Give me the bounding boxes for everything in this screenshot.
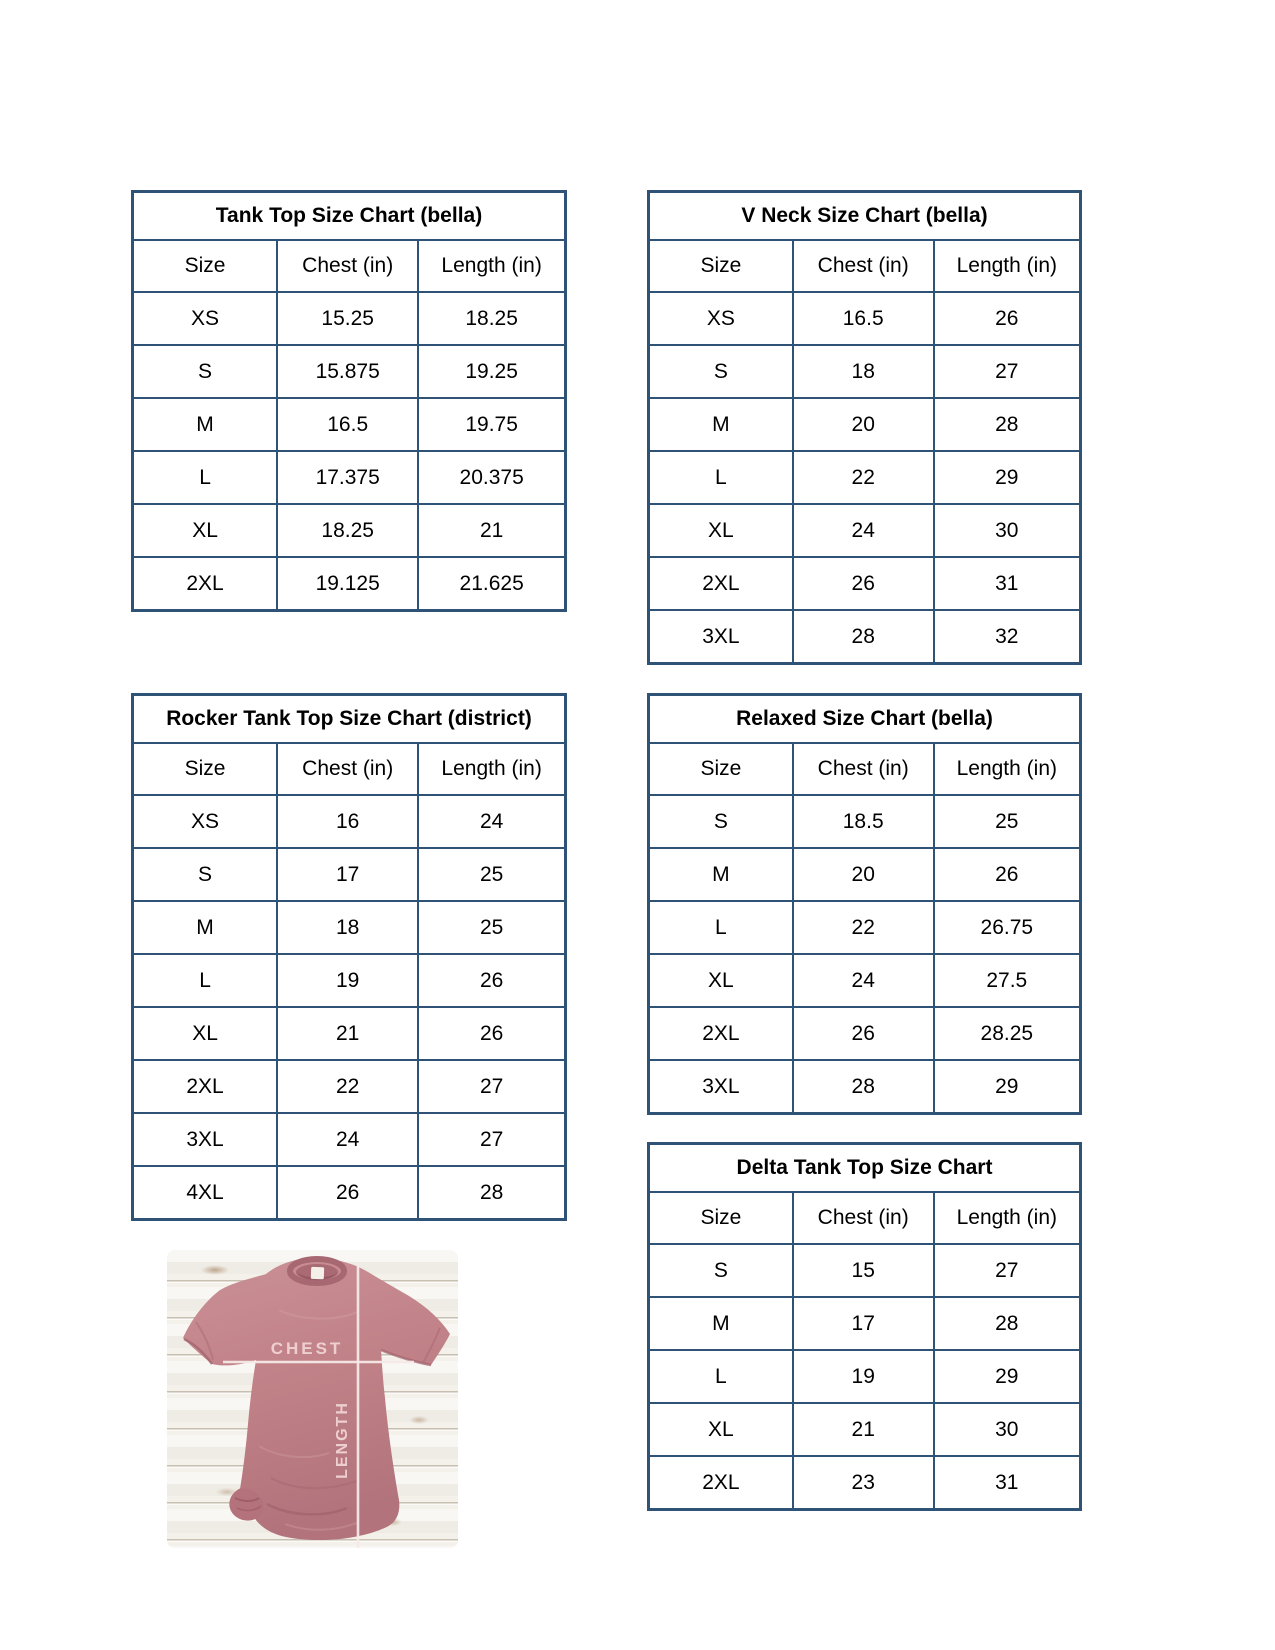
table-row xyxy=(649,610,1081,664)
table-row xyxy=(649,504,1081,557)
size-cell: 2XL xyxy=(649,1456,793,1510)
measurement-cell: 22 xyxy=(277,1060,418,1113)
size-cell: 2XL xyxy=(649,557,793,610)
size-cell: L xyxy=(649,1350,793,1403)
table-row xyxy=(649,1456,1081,1510)
measurement-cell: 26 xyxy=(934,292,1081,345)
table-row xyxy=(133,1113,566,1166)
column-header: Chest (in) xyxy=(793,743,934,795)
measurement-cell: 32 xyxy=(934,610,1081,664)
table-row xyxy=(133,557,566,611)
table-row xyxy=(133,954,566,1007)
size-table-delta-tank-top xyxy=(647,1142,1082,1511)
table-title-row xyxy=(133,192,566,241)
table-row xyxy=(649,1244,1081,1297)
length-label: LENGTH xyxy=(334,1401,351,1479)
measurement-cell: 30 xyxy=(934,1403,1081,1456)
measurement-cell: 29 xyxy=(934,1350,1081,1403)
measurement-cell: 16.5 xyxy=(793,292,934,345)
measurement-cell: 31 xyxy=(934,557,1081,610)
size-table-rocker-tank-top-district xyxy=(131,693,567,1221)
measurement-cell: 28 xyxy=(418,1166,565,1220)
size-cell: L xyxy=(649,451,793,504)
measurement-cell: 26 xyxy=(934,848,1081,901)
table-title: Tank Top Size Chart (bella) xyxy=(133,192,566,241)
column-header: Size xyxy=(133,743,278,795)
table-row xyxy=(133,451,566,504)
table-row xyxy=(649,1007,1081,1060)
column-header: Chest (in) xyxy=(277,240,418,292)
size-cell: 4XL xyxy=(133,1166,278,1220)
table-row xyxy=(133,1007,566,1060)
size-cell: 2XL xyxy=(649,1007,793,1060)
table-row xyxy=(649,1350,1081,1403)
measurement-cell: 27.5 xyxy=(934,954,1081,1007)
measurement-cell: 16.5 xyxy=(277,398,418,451)
column-header: Size xyxy=(649,743,793,795)
table-row xyxy=(649,901,1081,954)
size-cell: 2XL xyxy=(133,557,278,611)
table-row xyxy=(133,1060,566,1113)
measurement-cell: 21 xyxy=(277,1007,418,1060)
table-header-row xyxy=(133,240,566,292)
column-header: Length (in) xyxy=(418,240,565,292)
table-header-row xyxy=(133,743,566,795)
measurement-cell: 27 xyxy=(934,1244,1081,1297)
table-row xyxy=(133,901,566,954)
table-row xyxy=(649,954,1081,1007)
table-row xyxy=(649,1403,1081,1456)
column-header: Length (in) xyxy=(418,743,565,795)
tshirt-measurement-photo xyxy=(167,1250,458,1548)
table-row xyxy=(649,557,1081,610)
size-cell: XL xyxy=(133,504,278,557)
column-header: Chest (in) xyxy=(277,743,418,795)
measurement-cell: 15.25 xyxy=(277,292,418,345)
measurement-cell: 19 xyxy=(793,1350,934,1403)
tank-top-size-table xyxy=(131,190,567,612)
size-cell: XL xyxy=(649,954,793,1007)
table-header-row xyxy=(649,743,1081,795)
table-title: Delta Tank Top Size Chart xyxy=(649,1144,1081,1193)
measurement-cell: 18 xyxy=(277,901,418,954)
table-title-row xyxy=(649,695,1081,744)
measurement-cell: 21.625 xyxy=(418,557,565,611)
measurement-cell: 25 xyxy=(934,795,1081,848)
measurement-cell: 26 xyxy=(793,557,934,610)
v-neck-size-table xyxy=(647,190,1082,665)
measurement-cell: 27 xyxy=(418,1060,565,1113)
measurement-cell: 28.25 xyxy=(934,1007,1081,1060)
measurement-cell: 16 xyxy=(277,795,418,848)
measurement-cell: 20.375 xyxy=(418,451,565,504)
measurement-cell: 25 xyxy=(418,848,565,901)
measurement-cell: 26 xyxy=(793,1007,934,1060)
size-cell: S xyxy=(649,1244,793,1297)
table-title-row xyxy=(133,695,566,744)
collar-tag xyxy=(311,1267,324,1279)
measurement-cell: 24 xyxy=(418,795,565,848)
column-header: Length (in) xyxy=(934,1192,1081,1244)
table-row xyxy=(133,398,566,451)
measurement-cell: 15.875 xyxy=(277,345,418,398)
measurement-cell: 29 xyxy=(934,451,1081,504)
table-row xyxy=(649,795,1081,848)
column-header: Chest (in) xyxy=(793,240,934,292)
size-cell: S xyxy=(649,345,793,398)
measurement-cell: 29 xyxy=(934,1060,1081,1114)
size-cell: S xyxy=(133,345,278,398)
measurement-cell: 18.5 xyxy=(793,795,934,848)
rocker-tank-size-table xyxy=(131,693,567,1221)
size-cell: M xyxy=(133,398,278,451)
size-cell: XL xyxy=(649,1403,793,1456)
tshirt-silhouette xyxy=(183,1258,450,1540)
table-title: Relaxed Size Chart (bella) xyxy=(649,695,1081,744)
tshirt-illustration xyxy=(167,1250,458,1548)
measurement-cell: 19.25 xyxy=(418,345,565,398)
size-cell: 3XL xyxy=(649,1060,793,1114)
measurement-cell: 17.375 xyxy=(277,451,418,504)
table-row xyxy=(649,398,1081,451)
measurement-cell: 20 xyxy=(793,848,934,901)
chest-label: CHEST xyxy=(270,1339,344,1358)
measurement-cell: 23 xyxy=(793,1456,934,1510)
size-cell: M xyxy=(649,848,793,901)
table-row xyxy=(133,345,566,398)
table-row xyxy=(649,345,1081,398)
size-cell: L xyxy=(649,901,793,954)
measurement-cell: 19 xyxy=(277,954,418,1007)
measurement-cell: 18.25 xyxy=(277,504,418,557)
measurement-cell: 28 xyxy=(793,1060,934,1114)
table-header-row xyxy=(649,1192,1081,1244)
table-row xyxy=(133,1166,566,1220)
table-header-row xyxy=(649,240,1081,292)
measurement-cell: 26 xyxy=(277,1166,418,1220)
size-cell: M xyxy=(649,1297,793,1350)
measurement-cell: 24 xyxy=(793,954,934,1007)
delta-tank-size-table xyxy=(647,1142,1082,1511)
table-row xyxy=(649,1297,1081,1350)
size-cell: XL xyxy=(133,1007,278,1060)
measurement-cell: 17 xyxy=(793,1297,934,1350)
size-cell: S xyxy=(649,795,793,848)
size-cell: L xyxy=(133,451,278,504)
measurement-cell: 15 xyxy=(793,1244,934,1297)
measurement-cell: 24 xyxy=(793,504,934,557)
measurement-cell: 24 xyxy=(277,1113,418,1166)
column-header: Size xyxy=(133,240,278,292)
measurement-cell: 28 xyxy=(934,1297,1081,1350)
column-header: Chest (in) xyxy=(793,1192,934,1244)
table-row xyxy=(133,795,566,848)
size-table-tank-top-bella xyxy=(131,190,567,612)
relaxed-size-table xyxy=(647,693,1082,1115)
size-cell: M xyxy=(133,901,278,954)
table-row xyxy=(133,504,566,557)
measurement-cell: 22 xyxy=(793,901,934,954)
column-header: Length (in) xyxy=(934,743,1081,795)
measurement-cell: 21 xyxy=(793,1403,934,1456)
measurement-cell: 25 xyxy=(418,901,565,954)
measurement-cell: 19.75 xyxy=(418,398,565,451)
size-cell: XL xyxy=(649,504,793,557)
size-cell: XS xyxy=(649,292,793,345)
table-title-row xyxy=(649,192,1081,241)
size-cell: 2XL xyxy=(133,1060,278,1113)
size-cell: M xyxy=(649,398,793,451)
measurement-cell: 17 xyxy=(277,848,418,901)
table-row xyxy=(649,292,1081,345)
size-cell: 3XL xyxy=(649,610,793,664)
measurement-cell: 28 xyxy=(934,398,1081,451)
table-title-row xyxy=(649,1144,1081,1193)
table-row xyxy=(649,848,1081,901)
column-header: Size xyxy=(649,240,793,292)
table-row xyxy=(133,292,566,345)
measurement-cell: 31 xyxy=(934,1456,1081,1510)
measurement-cell: 28 xyxy=(793,610,934,664)
table-row xyxy=(649,451,1081,504)
size-cell: L xyxy=(133,954,278,1007)
measurement-cell: 26 xyxy=(418,1007,565,1060)
size-cell: S xyxy=(133,848,278,901)
measurement-cell: 18.25 xyxy=(418,292,565,345)
measurement-cell: 21 xyxy=(418,504,565,557)
table-title: Rocker Tank Top Size Chart (district) xyxy=(133,695,566,744)
measurement-cell: 18 xyxy=(793,345,934,398)
column-header: Length (in) xyxy=(934,240,1081,292)
measurement-cell: 26 xyxy=(418,954,565,1007)
measurement-cell: 19.125 xyxy=(277,557,418,611)
size-table-relaxed-bella xyxy=(647,693,1082,1115)
measurement-cell: 20 xyxy=(793,398,934,451)
size-cell: XS xyxy=(133,795,278,848)
measurement-cell: 30 xyxy=(934,504,1081,557)
measurement-cell: 27 xyxy=(418,1113,565,1166)
size-cell: 3XL xyxy=(133,1113,278,1166)
measurement-cell: 26.75 xyxy=(934,901,1081,954)
column-header: Size xyxy=(649,1192,793,1244)
measurement-cell: 22 xyxy=(793,451,934,504)
table-row xyxy=(649,1060,1081,1114)
table-row xyxy=(133,848,566,901)
table-title: V Neck Size Chart (bella) xyxy=(649,192,1081,241)
size-cell: XS xyxy=(133,292,278,345)
size-table-v-neck-bella xyxy=(647,190,1082,665)
measurement-cell: 27 xyxy=(934,345,1081,398)
